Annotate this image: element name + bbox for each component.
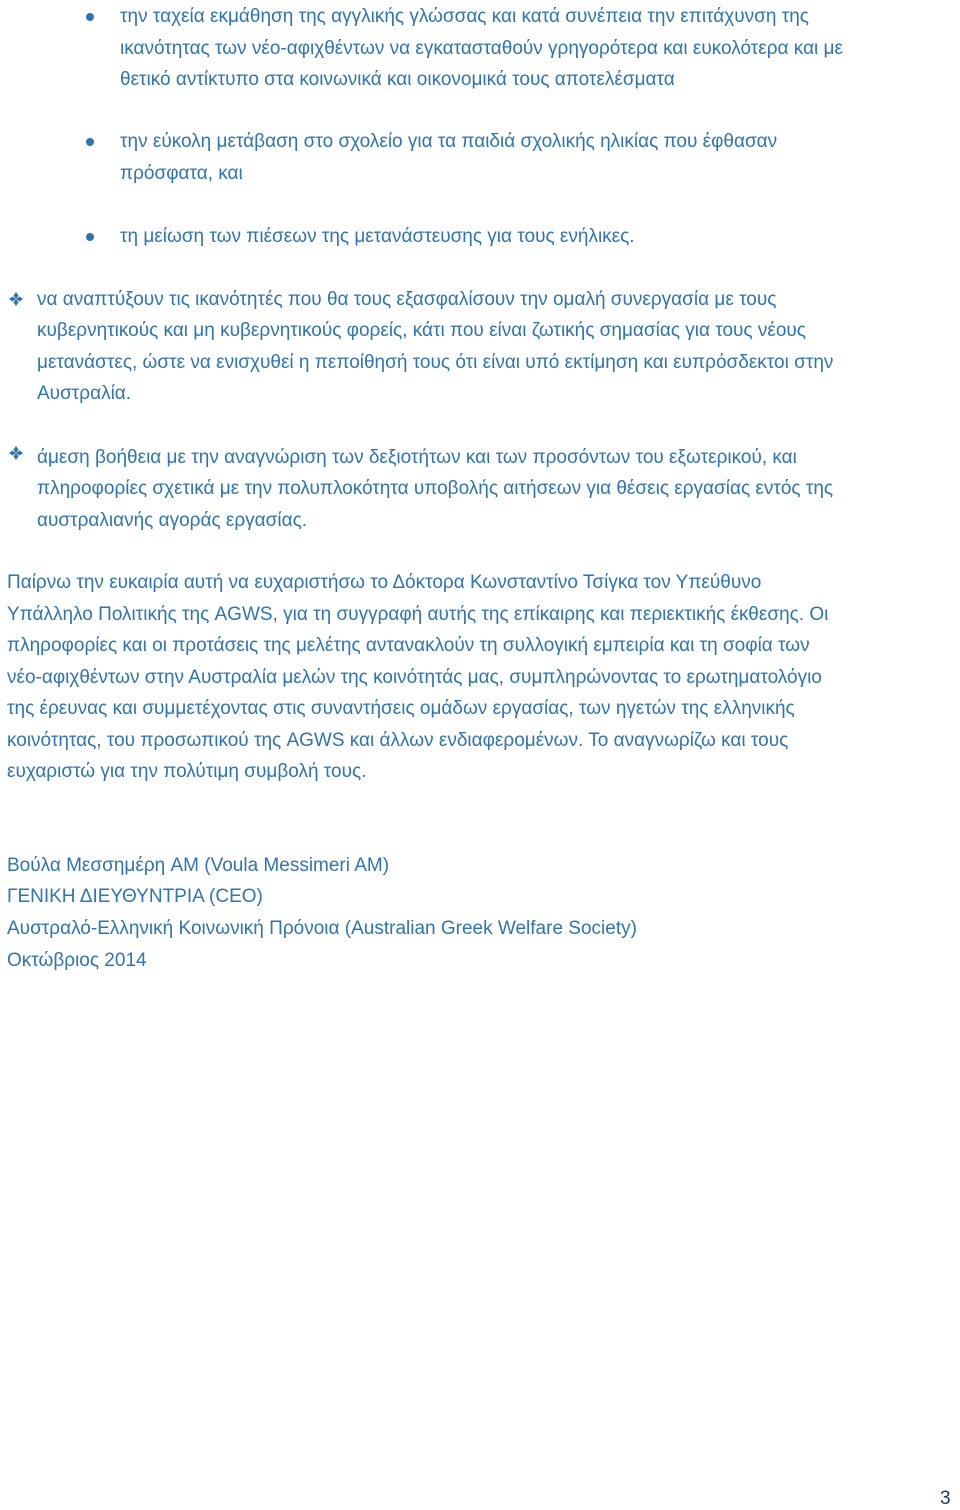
diamond-bullet-icon (9, 292, 23, 306)
page-number: 3 (940, 1488, 951, 1509)
bullet-1-line-1: την ταχεία εκμάθηση της αγγλικής γλώσσας και κατά συνέπεια την επιτάχυνση της (120, 6, 809, 27)
paragraph-line-2: Υπάλληλο Πολιτικής της AGWS, για τη συγγραφή αυτής της επίκαιρης και περιεκτικής έκθεσης. Οι (7, 604, 829, 625)
diamond-bullet-2-line-1: άμεση βοήθεια με την αναγνώριση των δεξιοτήτων και των προσόντων του εξωτερικού, και (37, 447, 797, 468)
bullet-1-line-3: θετικό αντίκτυπο στα κοινωνικά και οικονομικά τους αποτελέσματα (120, 69, 675, 90)
diamond-bullet-2-line-3: αυστραλιανής αγοράς εργασίας. (37, 510, 308, 531)
bullet-3-line-1: τη μείωση των πιέσεων της μετανάστευσης για τους ενήλικες. (120, 226, 635, 247)
bullet-dot-icon (86, 138, 94, 146)
diamond-bullet-1-line-3: μετανάστες, ώστε να ενισχυθεί η πεποίθησή τους ότι είναι υπό εκτίμηση και ευπρόσδεκτοι στην (37, 352, 834, 373)
bullet-dot-icon (86, 13, 94, 21)
bullet-2-line-1: την εύκολη μετάβαση στο σχολείο για τα παιδιά σχολικής ηλικίας που έφθασαν (120, 131, 778, 152)
diamond-bullet-icon (9, 446, 23, 460)
diamond-bullet-2-line-2: πληροφορίες σχετικά με την πολυπλοκότητα υποβολής αιτήσεων για θέσεις εργασίας εντός της (37, 478, 834, 499)
paragraph-line-1: Παίρνω την ευκαιρία αυτή να ευχαριστήσω το Δόκτορα Κωνσταντίνο Τσίγκα τον Υπεύθυνο (7, 572, 762, 593)
bullet-1-line-2: ικανότητας των νέο-αφιχθέντων να εγκατασταθούν γρηγορότερα και ευκολότερα και με (120, 38, 843, 59)
paragraph-line-7: ευχαριστώ για την πολύτιμη συμβολή τους. (7, 761, 367, 782)
signature-date: Οκτώβριος 2014 (7, 950, 147, 971)
diamond-bullet-1-line-4: Αυστραλία. (37, 383, 132, 404)
paragraph-line-6: κοινότητας, του προσωπικού της AGWS και άλλων ενδιαφερομένων. Το αναγνωρίζω και τους (7, 730, 789, 751)
bullet-dot-icon (86, 233, 94, 241)
diamond-bullet-1-line-2: κυβερνητικούς και μη κυβερνητικούς φορείς, κάτι που είναι ζωτικής σημασίας για τους νέους (37, 320, 806, 341)
bullet-2-line-2: πρόσφατα, και (120, 163, 243, 184)
paragraph-line-4: νέο-αφιχθέντων στην Αυστραλία μελών της κοινότητάς μας, συμπληρώνοντας το ερωτηματολόγιο (7, 667, 822, 688)
signature-organization: Αυστραλό-Ελληνική Κοινωνική Πρόνοια (Australian Greek Welfare Society) (7, 918, 637, 939)
signature-role: ΓΕΝΙΚΗ ΔΙΕΥΘΥΝΤΡΙΑ (CEO) (7, 886, 263, 907)
signature-name: Βούλα Μεσσημέρη AM (Voula Messimeri AM) (7, 855, 390, 876)
paragraph-line-5: της έρευνας και συμμετέχοντας στις συναντήσεις ομάδων εργασίας, των ηγετών της ελληνικής (7, 698, 795, 719)
diamond-bullet-1-line-1: να αναπτύξουν τις ικανότητές που θα τους εξασφαλίσουν την ομαλή συνεργασία με τους (37, 289, 777, 310)
paragraph-line-3: πληροφορίες και οι προτάσεις της μελέτης αντανακλούν τη συλλογική εμπειρία και τη σοφία των (7, 635, 810, 656)
